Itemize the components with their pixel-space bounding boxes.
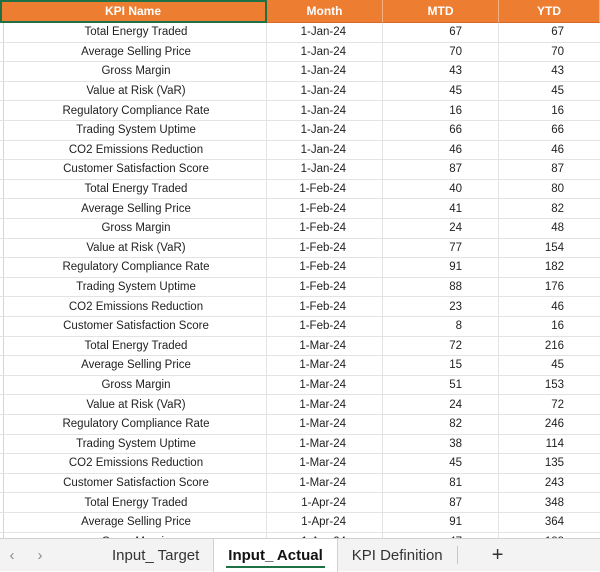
ytd-cell[interactable]: 82	[499, 199, 600, 219]
month-cell[interactable]: 1-Mar-24	[267, 474, 383, 494]
ytd-cell[interactable]: 43	[499, 62, 600, 82]
ytd-cell[interactable]: 364	[499, 513, 600, 533]
table-row	[0, 513, 600, 533]
kpi-name-cell[interactable]: Total Energy Traded	[0, 23, 267, 43]
mtd-cell[interactable]: 23	[383, 297, 499, 317]
month-cell[interactable]: 1-Mar-24	[267, 395, 383, 415]
kpi-name-cell[interactable]: CO2 Emissions Reduction	[0, 297, 267, 317]
table-row	[0, 415, 600, 435]
table-row	[0, 474, 600, 494]
ytd-cell[interactable]: 153	[499, 376, 600, 396]
mtd-cell[interactable]: 82	[383, 415, 499, 435]
ytd-cell[interactable]: 67	[499, 23, 600, 43]
kpi-name-cell[interactable]: Total Energy Traded	[0, 180, 267, 200]
kpi-name-cell[interactable]: Average Selling Price	[0, 199, 267, 219]
month-cell[interactable]: 1-Jan-24	[267, 121, 383, 141]
month-cell[interactable]: 1-Feb-24	[267, 239, 383, 259]
ytd-cell[interactable]: 70	[499, 43, 600, 63]
month-cell[interactable]: 1-Mar-24	[267, 376, 383, 396]
month-cell[interactable]: 1-Feb-24	[267, 219, 383, 239]
ytd-cell[interactable]: 45	[499, 82, 600, 102]
table-row	[0, 43, 600, 63]
table-row	[0, 23, 600, 43]
kpi-name-cell[interactable]: Total Energy Traded	[0, 493, 267, 513]
ytd-cell[interactable]: 46	[499, 141, 600, 161]
table-row	[0, 239, 600, 259]
kpi-name-cell[interactable]: Customer Satisfaction Score	[0, 317, 267, 337]
kpi-name-cell[interactable]: Value at Risk (VaR)	[0, 239, 267, 259]
table-row	[0, 199, 600, 219]
kpi-name-cell[interactable]: Trading System Uptime	[0, 121, 267, 141]
ytd-cell[interactable]: 16	[499, 101, 600, 121]
table-row	[0, 121, 600, 141]
month-cell[interactable]: 1-Feb-24	[267, 258, 383, 278]
mtd-cell[interactable]: 38	[383, 435, 499, 455]
ytd-cell[interactable]: 246	[499, 415, 600, 435]
month-cell[interactable]: 1-Mar-24	[267, 454, 383, 474]
month-cell[interactable]: 1-Jan-24	[267, 141, 383, 161]
ytd-cell[interactable]: 66	[499, 121, 600, 141]
table-row	[0, 101, 600, 121]
month-cell[interactable]: 1-Feb-24	[267, 297, 383, 317]
kpi-name-cell[interactable]: Average Selling Price	[0, 513, 267, 533]
tab-divider	[457, 546, 458, 564]
header-mtd[interactable]: MTD	[383, 0, 499, 23]
table-row	[0, 435, 600, 455]
kpi-name-cell[interactable]: Total Energy Traded	[0, 337, 267, 357]
mtd-cell[interactable]: 16	[383, 101, 499, 121]
ytd-cell[interactable]: 243	[499, 474, 600, 494]
mtd-cell[interactable]: 67	[383, 23, 499, 43]
kpi-name-cell[interactable]: Average Selling Price	[0, 43, 267, 63]
kpi-name-cell[interactable]: Value at Risk (VaR)	[0, 82, 267, 102]
month-cell[interactable]: 1-Apr-24	[267, 493, 383, 513]
table-header-row	[0, 0, 600, 23]
table-row	[0, 160, 600, 180]
chevron-right-icon[interactable]: ›	[37, 546, 43, 564]
month-cell[interactable]: 1-Mar-24	[267, 337, 383, 357]
kpi-name-cell[interactable]: Trading System Uptime	[0, 278, 267, 298]
table-row	[0, 141, 600, 161]
mtd-cell[interactable]: 66	[383, 121, 499, 141]
month-cell[interactable]: 1-Jan-24	[267, 43, 383, 63]
ytd-cell[interactable]: 48	[499, 219, 600, 239]
table-row	[0, 82, 600, 102]
kpi-name-cell[interactable]: Regulatory Compliance Rate	[0, 258, 267, 278]
mtd-cell[interactable]: 91	[383, 513, 499, 533]
table-row	[0, 62, 600, 82]
month-cell[interactable]: 1-Jan-24	[267, 23, 383, 43]
kpi-name-cell[interactable]: Average Selling Price	[0, 356, 267, 376]
header-month[interactable]: Month	[267, 0, 383, 23]
kpi-name-cell[interactable]: Regulatory Compliance Rate	[0, 415, 267, 435]
mtd-cell[interactable]: 81	[383, 474, 499, 494]
chevron-left-icon[interactable]: ‹	[9, 546, 15, 564]
table-row	[0, 278, 600, 298]
ytd-cell[interactable]: 154	[499, 239, 600, 259]
table-row	[0, 258, 600, 278]
table-row	[0, 180, 600, 200]
header-kpi-name[interactable]: KPI Name	[0, 0, 267, 23]
sheet-tab-bar	[0, 538, 600, 571]
add-sheet-button[interactable]: +	[491, 543, 504, 566]
ytd-cell[interactable]: 45	[499, 356, 600, 376]
mtd-cell[interactable]: 8	[383, 317, 499, 337]
mtd-cell[interactable]: 15	[383, 356, 499, 376]
month-cell[interactable]: 1-Mar-24	[267, 435, 383, 455]
month-cell[interactable]: 1-Feb-24	[267, 199, 383, 219]
ytd-cell[interactable]: 348	[499, 493, 600, 513]
table-row	[0, 219, 600, 239]
kpi-name-cell[interactable]: Trading System Uptime	[0, 435, 267, 455]
mtd-cell[interactable]: 70	[383, 43, 499, 63]
month-cell[interactable]: 1-Jan-24	[267, 101, 383, 121]
table-row	[0, 376, 600, 396]
ytd-cell[interactable]: 176	[499, 278, 600, 298]
ytd-cell[interactable]: 16	[499, 317, 600, 337]
kpi-name-cell[interactable]: Gross Margin	[0, 62, 267, 82]
kpi-name-cell[interactable]: Regulatory Compliance Rate	[0, 101, 267, 121]
month-cell[interactable]: 1-Feb-24	[267, 278, 383, 298]
mtd-cell[interactable]: 40	[383, 180, 499, 200]
mtd-cell[interactable]: 87	[383, 160, 499, 180]
mtd-cell[interactable]: 24	[383, 395, 499, 415]
ytd-cell[interactable]: 114	[499, 435, 600, 455]
mtd-cell[interactable]: 45	[383, 454, 499, 474]
tab-input-target[interactable]: Input_ Target	[112, 546, 200, 564]
table-row	[0, 317, 600, 337]
header-ytd[interactable]: YTD	[499, 0, 600, 23]
tab-kpi-definition[interactable]: KPI Definition	[351, 546, 443, 564]
kpi-name-cell[interactable]: CO2 Emissions Reduction	[0, 454, 267, 474]
mtd-cell[interactable]: 24	[383, 219, 499, 239]
table-row	[0, 493, 600, 513]
mtd-cell[interactable]: 46	[383, 141, 499, 161]
month-cell[interactable]: 1-Feb-24	[267, 317, 383, 337]
mtd-cell[interactable]: 91	[383, 258, 499, 278]
kpi-name-cell[interactable]: Customer Satisfaction Score	[0, 160, 267, 180]
table-row	[0, 297, 600, 317]
month-cell[interactable]: 1-Mar-24	[267, 356, 383, 376]
month-cell[interactable]: 1-Apr-24	[267, 513, 383, 533]
mtd-cell[interactable]: 41	[383, 199, 499, 219]
table-row	[0, 454, 600, 474]
mtd-cell[interactable]: 72	[383, 337, 499, 357]
table-row	[0, 337, 600, 357]
tab-input-actual[interactable]: Input_ Actual	[213, 539, 337, 572]
mtd-cell[interactable]: 51	[383, 376, 499, 396]
ytd-cell[interactable]: 72	[499, 395, 600, 415]
ytd-cell[interactable]: 135	[499, 454, 600, 474]
kpi-name-cell[interactable]: Gross Margin	[0, 376, 267, 396]
ytd-cell[interactable]: 46	[499, 297, 600, 317]
mtd-cell[interactable]: 87	[383, 493, 499, 513]
ytd-cell[interactable]: 87	[499, 160, 600, 180]
mtd-cell[interactable]: 45	[383, 82, 499, 102]
ytd-cell[interactable]: 80	[499, 180, 600, 200]
month-cell[interactable]: 1-Jan-24	[267, 82, 383, 102]
kpi-name-cell[interactable]: Customer Satisfaction Score	[0, 474, 267, 494]
ytd-cell[interactable]: 216	[499, 337, 600, 357]
kpi-name-cell[interactable]: Value at Risk (VaR)	[0, 395, 267, 415]
ytd-cell[interactable]: 182	[499, 258, 600, 278]
table-row	[0, 395, 600, 415]
month-cell[interactable]: 1-Mar-24	[267, 415, 383, 435]
kpi-name-cell[interactable]: Gross Margin	[0, 219, 267, 239]
mtd-cell[interactable]: 88	[383, 278, 499, 298]
month-cell[interactable]: 1-Jan-24	[267, 160, 383, 180]
mtd-cell[interactable]: 43	[383, 62, 499, 82]
table-row	[0, 356, 600, 376]
month-cell[interactable]: 1-Feb-24	[267, 180, 383, 200]
month-cell[interactable]: 1-Jan-24	[267, 62, 383, 82]
mtd-cell[interactable]: 77	[383, 239, 499, 259]
kpi-name-cell[interactable]: CO2 Emissions Reduction	[0, 141, 267, 161]
